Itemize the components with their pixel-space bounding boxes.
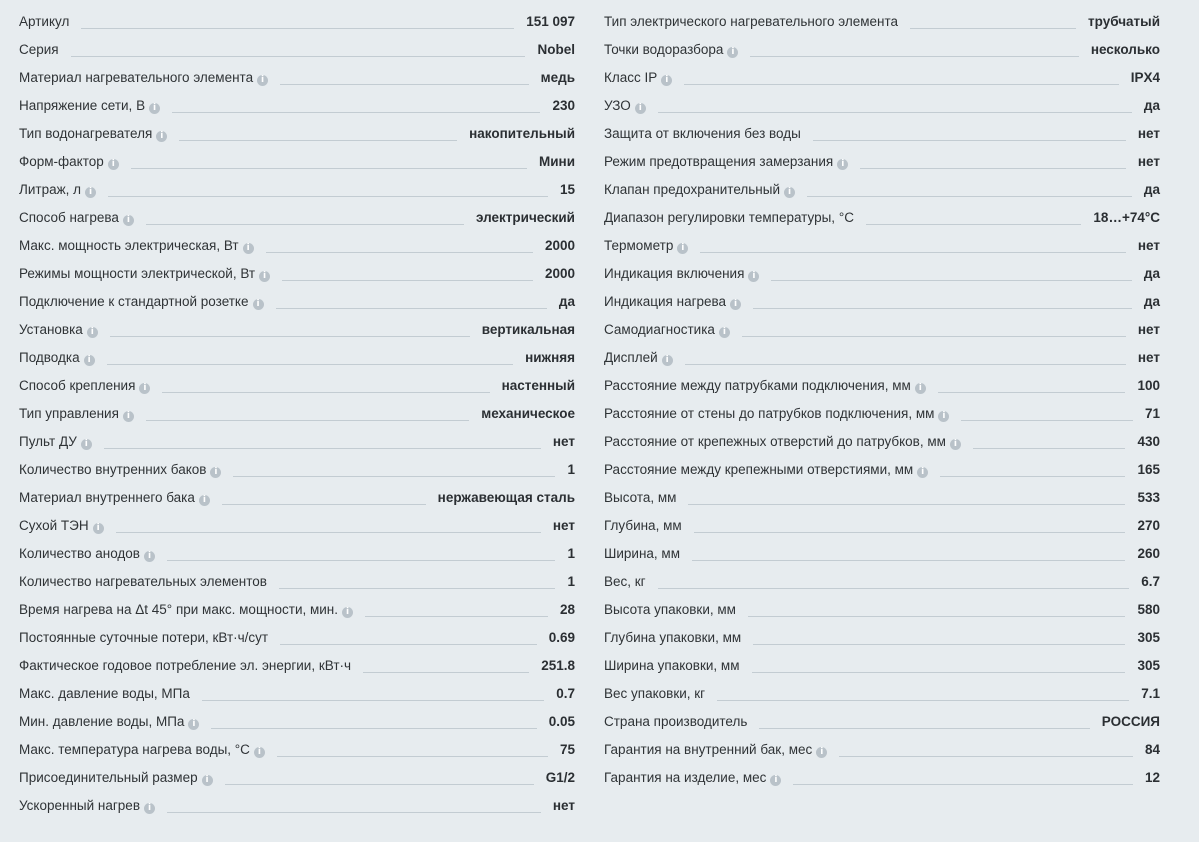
row-divider: [750, 56, 1078, 57]
info-icon[interactable]: i: [210, 467, 221, 478]
row-divider: [753, 308, 1132, 309]
row-divider: [910, 28, 1076, 29]
spec-row: [19, 378, 575, 406]
spec-row: [19, 518, 575, 546]
spec-row: [604, 210, 1160, 238]
spec-value: 305: [1137, 630, 1160, 645]
spec-value: 165: [1137, 462, 1160, 477]
row-divider: [107, 364, 513, 365]
info-icon[interactable]: i: [202, 775, 213, 786]
spec-value: 1: [567, 462, 575, 477]
spec-label: Макс. температура нагрева воды, °С: [19, 742, 250, 757]
spec-row: [19, 14, 575, 42]
row-divider: [172, 112, 540, 113]
spec-row: [604, 462, 1160, 490]
row-divider: [146, 224, 464, 225]
spec-row: [19, 70, 575, 98]
spec-label: Серия: [19, 42, 59, 57]
spec-label: Установка: [19, 322, 83, 337]
spec-value: 230: [552, 98, 575, 113]
spec-row: [19, 294, 575, 322]
spec-row: [604, 714, 1160, 742]
spec-label: Постоянные суточные потери, кВт·ч/сут: [19, 630, 269, 645]
row-divider: [700, 252, 1126, 253]
spec-label: Класс IP: [604, 70, 658, 85]
spec-row: [604, 322, 1160, 350]
spec-row: [604, 126, 1160, 154]
spec-value: нет: [552, 434, 575, 449]
spec-label: Ускоренный нагрев: [19, 798, 140, 813]
spec-value: электрический: [476, 210, 575, 225]
info-icon[interactable]: i: [938, 411, 949, 422]
spec-value: 71: [1144, 406, 1160, 421]
spec-row: [604, 266, 1160, 294]
info-icon[interactable]: i: [84, 355, 95, 366]
row-divider: [179, 140, 457, 141]
row-divider: [104, 448, 541, 449]
row-divider: [167, 812, 541, 813]
row-divider: [71, 56, 526, 57]
spec-row: [604, 70, 1160, 98]
row-divider: [280, 644, 537, 645]
row-divider: [692, 560, 1125, 561]
spec-row: [19, 238, 575, 266]
row-divider: [793, 784, 1133, 785]
specs-column-right: [604, 14, 1160, 798]
info-icon[interactable]: i: [259, 271, 270, 282]
spec-row: [19, 686, 575, 714]
spec-row: [604, 770, 1160, 798]
spec-value: 12: [1144, 770, 1160, 785]
row-divider: [752, 672, 1126, 673]
row-divider: [279, 588, 556, 589]
row-divider: [167, 560, 556, 561]
spec-row: [604, 546, 1160, 574]
info-icon[interactable]: i: [784, 187, 795, 198]
spec-value: нет: [1137, 238, 1160, 253]
spec-label: Термометр: [604, 238, 674, 253]
spec-row: [604, 182, 1160, 210]
spec-value: 2000: [544, 266, 575, 281]
info-icon[interactable]: i: [144, 803, 155, 814]
row-divider: [222, 504, 426, 505]
info-icon[interactable]: i: [87, 327, 98, 338]
info-icon[interactable]: i: [85, 187, 96, 198]
info-icon[interactable]: i: [123, 411, 134, 422]
spec-label: УЗО: [604, 98, 631, 113]
row-divider: [688, 504, 1125, 505]
row-divider: [225, 784, 534, 785]
spec-row: [19, 546, 575, 574]
spec-value: 533: [1137, 490, 1160, 505]
spec-value: Мини: [539, 154, 575, 169]
spec-label: Режим предотвращения замерзания: [604, 154, 834, 169]
row-divider: [110, 336, 470, 337]
spec-row: [19, 434, 575, 462]
spec-value: настенный: [501, 378, 575, 393]
spec-value: 260: [1137, 546, 1160, 561]
spec-label: Высота упаковки, мм: [604, 602, 736, 617]
spec-label: Дисплей: [604, 350, 658, 365]
spec-row: [604, 154, 1160, 182]
spec-label: Материал внутреннего бака: [19, 490, 195, 505]
spec-label: Вес упаковки, кг: [604, 686, 706, 701]
spec-value: 2000: [544, 238, 575, 253]
info-icon[interactable]: i: [188, 719, 199, 730]
spec-value: 84: [1144, 742, 1160, 757]
info-icon[interactable]: i: [139, 383, 150, 394]
spec-label: Пульт ДУ: [19, 434, 77, 449]
spec-row: [604, 518, 1160, 546]
info-icon[interactable]: i: [342, 607, 353, 618]
spec-row: [604, 294, 1160, 322]
spec-label: Присоединительный размер: [19, 770, 198, 785]
spec-label: Ширина упаковки, мм: [604, 658, 740, 673]
spec-row: [19, 658, 575, 686]
info-icon[interactable]: i: [144, 551, 155, 562]
spec-label: Режимы мощности электрической, Вт: [19, 266, 256, 281]
row-divider: [866, 224, 1081, 225]
spec-value: G1/2: [545, 770, 575, 785]
spec-value: 270: [1137, 518, 1160, 533]
spec-value: 1: [567, 546, 575, 561]
spec-label: Подключение к стандартной розетке: [19, 294, 249, 309]
spec-label: Самодиагностика: [604, 322, 715, 337]
spec-row: [604, 238, 1160, 266]
spec-value: 6.7: [1141, 574, 1160, 589]
row-divider: [280, 84, 529, 85]
info-icon[interactable]: i: [950, 439, 961, 450]
spec-value: 430: [1137, 434, 1160, 449]
spec-label: Тип управления: [19, 406, 119, 421]
spec-row: [19, 770, 575, 798]
spec-value: несколько: [1090, 42, 1160, 57]
spec-label: Фактическое годовое потребление эл. энергии, кВт·ч: [19, 658, 352, 673]
spec-value: нет: [552, 518, 575, 533]
spec-value: нет: [552, 798, 575, 813]
spec-value: РОССИЯ: [1101, 714, 1160, 729]
spec-value: 7.1: [1141, 686, 1160, 701]
spec-value: 15: [559, 182, 575, 197]
row-divider: [363, 672, 529, 673]
info-icon[interactable]: i: [81, 439, 92, 450]
spec-label: Высота, мм: [604, 490, 677, 505]
spec-row: [19, 406, 575, 434]
spec-row: [19, 602, 575, 630]
spec-label: Материал нагревательного элемента: [19, 70, 254, 85]
spec-value: 151 097: [526, 14, 575, 29]
info-icon[interactable]: i: [727, 47, 738, 58]
spec-row: [604, 378, 1160, 406]
info-icon[interactable]: i: [719, 327, 730, 338]
spec-label: Мин. давление воды, МПа: [19, 714, 185, 729]
spec-row: [604, 42, 1160, 70]
spec-value: Nobel: [537, 42, 575, 57]
row-divider: [694, 532, 1126, 533]
info-icon[interactable]: i: [661, 75, 672, 86]
spec-row: [604, 630, 1160, 658]
spec-value: IPX4: [1130, 70, 1160, 85]
spec-value: 100: [1137, 378, 1160, 393]
spec-value: 75: [559, 742, 575, 757]
spec-row: [19, 98, 575, 126]
info-icon[interactable]: i: [770, 775, 781, 786]
spec-row: [19, 630, 575, 658]
spec-label: Расстояние между патрубками подключения, мм: [604, 378, 911, 393]
spec-value: нет: [1137, 126, 1160, 141]
spec-row: [19, 210, 575, 238]
spec-value: 0.7: [556, 686, 575, 701]
spec-value: 28: [559, 602, 575, 617]
spec-label: Макс. мощность электрическая, Вт: [19, 238, 239, 253]
spec-value: нижняя: [525, 350, 575, 365]
spec-label: Гарантия на внутренний бак, мес: [604, 742, 813, 757]
info-icon[interactable]: i: [156, 131, 167, 142]
row-divider: [162, 392, 489, 393]
row-divider: [753, 644, 1125, 645]
spec-value: 0.05: [548, 714, 575, 729]
info-icon[interactable]: i: [243, 243, 254, 254]
info-icon[interactable]: i: [254, 747, 265, 758]
info-icon[interactable]: i: [662, 355, 673, 366]
specs-column-left: [19, 14, 575, 826]
spec-value: да: [1143, 182, 1160, 197]
row-divider: [973, 448, 1126, 449]
spec-label: Количество анодов: [19, 546, 140, 561]
row-divider: [685, 364, 1126, 365]
spec-label: Страна производитель: [604, 714, 748, 729]
spec-row: [19, 714, 575, 742]
info-icon[interactable]: i: [730, 299, 741, 310]
spec-value: 305: [1137, 658, 1160, 673]
spec-label: Индикация нагрева: [604, 294, 727, 309]
spec-label: Ширина, мм: [604, 546, 680, 561]
spec-label: Напряжение сети, В: [19, 98, 146, 113]
row-divider: [961, 420, 1133, 421]
spec-row: [604, 742, 1160, 770]
spec-label: Форм-фактор: [19, 154, 104, 169]
spec-value: накопительный: [469, 126, 575, 141]
spec-row: [604, 98, 1160, 126]
info-icon[interactable]: i: [199, 495, 210, 506]
spec-value: 0.69: [548, 630, 575, 645]
row-divider: [131, 168, 527, 169]
row-divider: [277, 756, 548, 757]
spec-label: Время нагрева на Δt 45° при макс. мощности, мин.: [19, 602, 339, 617]
spec-label: Тип электрического нагревательного элемента: [604, 14, 899, 29]
spec-label: Глубина, мм: [604, 518, 682, 533]
spec-row: [19, 490, 575, 518]
spec-row: [604, 602, 1160, 630]
spec-row: [604, 658, 1160, 686]
spec-value: вертикальная: [481, 322, 575, 337]
spec-label: Глубина упаковки, мм: [604, 630, 742, 645]
row-divider: [266, 252, 533, 253]
spec-label: Диапазон регулировки температуры, °С: [604, 210, 854, 225]
spec-value: нет: [1137, 154, 1160, 169]
row-divider: [202, 700, 544, 701]
spec-label: Количество внутренних баков: [19, 462, 207, 477]
info-icon[interactable]: i: [149, 103, 160, 114]
info-icon[interactable]: i: [635, 103, 646, 114]
info-icon[interactable]: i: [123, 215, 134, 226]
spec-value: 1: [567, 574, 575, 589]
spec-label: Индикация включения: [604, 266, 745, 281]
spec-label: Литраж, л: [19, 182, 82, 197]
spec-label: Расстояние между крепежными отверстиями, мм: [604, 462, 914, 477]
row-divider: [211, 728, 536, 729]
spec-value: да: [1143, 294, 1160, 309]
row-divider: [108, 196, 548, 197]
info-icon[interactable]: i: [108, 159, 119, 170]
row-divider: [282, 280, 533, 281]
spec-label: Тип водонагревателя: [19, 126, 153, 141]
spec-value: 580: [1137, 602, 1160, 617]
spec-row: [604, 406, 1160, 434]
spec-label: Количество нагревательных элементов: [19, 574, 267, 589]
spec-label: Подводка: [19, 350, 80, 365]
spec-label: Расстояние от крепежных отверстий до патрубков, мм: [604, 434, 946, 449]
spec-row: [604, 14, 1160, 42]
spec-label: Клапан предохранительный: [604, 182, 781, 197]
row-divider: [813, 140, 1126, 141]
row-divider: [938, 392, 1126, 393]
spec-row: [604, 490, 1160, 518]
spec-label: Артикул: [19, 14, 70, 29]
spec-row: [19, 798, 575, 826]
row-divider: [658, 112, 1132, 113]
info-icon[interactable]: i: [915, 383, 926, 394]
spec-value: нет: [1137, 350, 1160, 365]
spec-label: Способ нагрева: [19, 210, 119, 225]
row-divider: [233, 476, 555, 477]
spec-row: [19, 182, 575, 210]
row-divider: [658, 588, 1130, 589]
spec-row: [19, 42, 575, 70]
row-divider: [684, 84, 1118, 85]
spec-label: Макс. давление воды, МПа: [19, 686, 190, 701]
info-icon[interactable]: i: [837, 159, 848, 170]
row-divider: [276, 308, 547, 309]
spec-row: [19, 126, 575, 154]
spec-value: нержавеющая сталь: [437, 490, 575, 505]
spec-row: [19, 322, 575, 350]
row-divider: [940, 476, 1125, 477]
spec-value: да: [1143, 266, 1160, 281]
info-icon[interactable]: i: [816, 747, 827, 758]
row-divider: [365, 616, 548, 617]
spec-row: [19, 462, 575, 490]
spec-label: Вес, кг: [604, 574, 646, 589]
spec-label: Сухой ТЭН: [19, 518, 89, 533]
info-icon[interactable]: i: [677, 243, 688, 254]
spec-label: Способ крепления: [19, 378, 136, 393]
row-divider: [146, 420, 469, 421]
spec-value: механическое: [481, 406, 575, 421]
spec-row: [19, 154, 575, 182]
row-divider: [748, 616, 1126, 617]
row-divider: [860, 168, 1126, 169]
spec-label: Защита от включения без воды: [604, 126, 801, 141]
spec-row: [604, 350, 1160, 378]
spec-label: Точки водоразбора: [604, 42, 724, 57]
spec-row: [19, 574, 575, 602]
row-divider: [81, 28, 514, 29]
spec-row: [604, 434, 1160, 462]
spec-value: трубчатый: [1088, 14, 1160, 29]
spec-row: [19, 742, 575, 770]
row-divider: [116, 532, 541, 533]
spec-value: да: [1143, 98, 1160, 113]
info-icon[interactable]: i: [93, 523, 104, 534]
spec-row: [604, 686, 1160, 714]
row-divider: [771, 280, 1132, 281]
row-divider: [839, 756, 1133, 757]
spec-value: медь: [540, 70, 575, 85]
spec-label: Гарантия на изделие, мес: [604, 770, 767, 785]
row-divider: [742, 336, 1126, 337]
row-divider: [759, 728, 1089, 729]
info-icon[interactable]: i: [748, 271, 759, 282]
spec-row: [19, 266, 575, 294]
spec-value: 251.8: [541, 658, 575, 673]
spec-row: [604, 574, 1160, 602]
info-icon[interactable]: i: [253, 299, 264, 310]
spec-value: да: [558, 294, 575, 309]
spec-label: Расстояние от стены до патрубков подключения, мм: [604, 406, 935, 421]
spec-row: [19, 350, 575, 378]
info-icon[interactable]: i: [917, 467, 928, 478]
row-divider: [717, 700, 1129, 701]
spec-value: нет: [1137, 322, 1160, 337]
info-icon[interactable]: i: [257, 75, 268, 86]
row-divider: [807, 196, 1132, 197]
spec-value: 18…+74°С: [1093, 210, 1160, 225]
